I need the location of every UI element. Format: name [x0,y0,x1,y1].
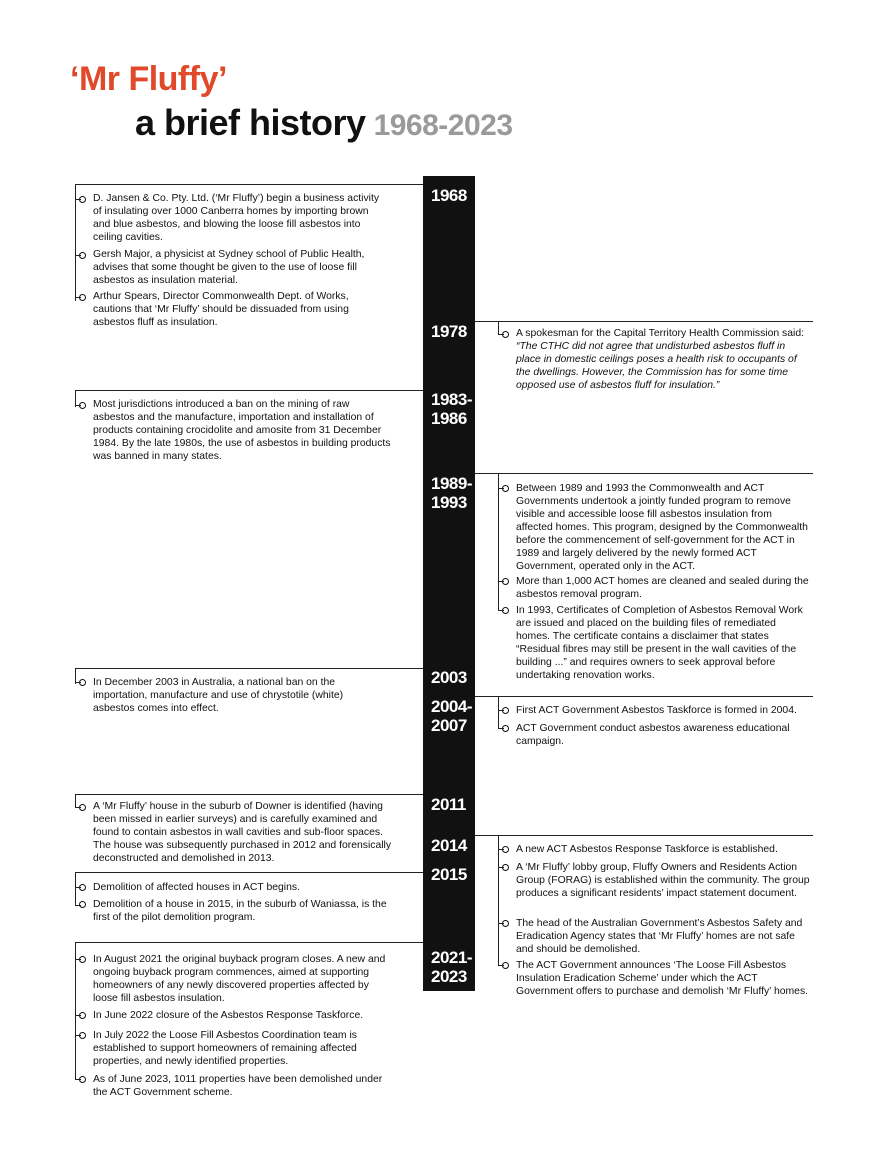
entry-text: The head of the Australian Government’s Asbestos Safety and Eradication Agency states that ‘Mr Fluffy’ homes are not safe and should be demolished. [516,918,803,955]
tick [498,488,504,489]
left-entry-1968-2 [93,248,383,287]
connector-2011 [75,794,423,795]
tick [75,1015,81,1016]
tick [75,199,81,200]
left-entry-2011 [93,800,393,865]
right-entry-2014-1 [516,843,811,856]
left-entry-2021-2 [93,1009,393,1022]
tick [75,887,81,888]
left-entry-2021-3 [93,1029,393,1068]
entry-text: Gersh Major, a physicist at Sydney school of Public Health, advises that some thought be given to the use of loose fill asbestos as insulation material. [93,249,365,286]
year-label-2011: 2011 [431,795,466,814]
tick [75,807,81,808]
entry-text: D. Jansen & Co. Pty. Ltd. (‘Mr Fluffy’) begin a business activity of insulating over 1000 Canberra homes by importing brown and blue asbestos, and blowing the loose fill asbestos into ceiling cavities. [93,193,380,243]
entry-text: A ‘Mr Fluffy’ lobby group, Fluffy Owners and Residents Action Group (FORAG) is established within the community. The group produces a significant residents’ impact statement document. [516,862,810,899]
left-entry-2021-4 [93,1073,393,1099]
right-entry-1989-3 [516,604,811,682]
connector-2004 [475,696,813,697]
tick [75,905,81,906]
year-label-1978: 1978 [431,322,467,341]
entry-text: Most jurisdictions introduced a ban on the mining of raw asbestos and the manufacture, importation and installation of products containing crocidolite and amosite from 31 December 1984. By the late 1980s, the use of asbestos in building products was banned in many states. [93,399,391,462]
bracket-2011 [75,794,76,808]
tick [75,959,81,960]
entry-text: In June 2022 closure of the Asbestos Response Taskforce. [93,1010,364,1021]
entry-text: Demolition of affected houses in ACT begins. [93,882,300,893]
year-label-2021-2023: 2021- 2023 [431,948,472,986]
right-entry-2015-2 [516,959,811,998]
year-label-2004-2007: 2004- 2007 [431,697,472,735]
left-entry-2015-1 [93,881,393,894]
tick [498,334,504,335]
tick [75,297,81,298]
right-entry-2015-1 [516,917,811,956]
tick [498,923,504,924]
right-entry-1989-2 [516,575,811,601]
tick [498,610,504,611]
tick [75,405,81,406]
connector-2003 [75,668,423,669]
connector-1983 [75,390,423,391]
entry-text: First ACT Government Asbestos Taskforce is formed in 2004. [516,705,797,716]
bracket-2004 [498,696,499,729]
right-entry-1978-lead [516,327,811,340]
bracket-1978 [498,321,499,334]
page-subtitle [135,102,513,144]
entry-text: ACT Government conduct asbestos awareness educational campaign. [516,723,790,747]
right-entry-1989-1 [516,482,811,573]
entry-text: Between 1989 and 1993 the Commonwealth and ACT Governments undertook a jointly funded program to remove visible and accessible loose fill asbestos insulation from affected homes. This program, designed by the Commonwealth before the commencement of self-government for the ACT in 1989 and largely delivered by the newly formed ACT Government, operated only in the ACT. [516,483,808,572]
connector-1989 [475,473,813,474]
year-label-2015: 2015 [431,865,467,884]
tick [75,255,81,256]
entry-text: In December 2003 in Australia, a national ban on the importation, manufacture and use of chrystotile (white) asbestos comes into effect. [93,677,344,714]
tick [498,728,504,729]
entry-text: Demolition of a house in 2015, in the suburb of Waniassa, is the first of the pilot demolition program. [93,899,387,923]
entry-text: A new ACT Asbestos Response Taskforce is established. [516,844,778,855]
tick [75,682,81,683]
tick [498,867,504,868]
date-range: 1968-2023 [373,109,513,142]
bracket-1968 [75,184,76,301]
connector-2015 [75,872,423,873]
year-label-1989-1993: 1989- 1993 [431,474,472,512]
tick [75,1079,81,1080]
entry-text: The ACT Government announces ‘The Loose Fill Asbestos Insulation Eradication Scheme’ under which the ACT Government offers to purchase and demolish ‘Mr Fluffy’ homes. [516,960,809,997]
tick [498,965,504,966]
connector-2014 [475,835,813,836]
right-entry-2004-2 [516,722,811,748]
left-entry-1983 [93,398,393,463]
bracket-2014 [498,835,499,965]
connector-1968 [75,184,423,185]
tick [75,1035,81,1036]
left-entry-1968-1 [93,192,383,244]
entry-text: Arthur Spears, Director Commonwealth Dept. of Works, cautions that ‘Mr Fluffy’ should be dissuaded from using asbestos fluff as insulation. [93,291,349,328]
bracket-1989 [498,473,499,610]
left-entry-2021-1 [93,953,393,1005]
tick [498,849,504,850]
year-label-1983-1986: 1983- 1986 [431,390,472,428]
subtitle-text: a brief history [135,102,366,143]
connector-1978 [475,321,813,322]
entry-text: In July 2022 the Loose Fill Asbestos Coordination team is established to support homeowners of remaining affected properties, and newly identified properties. [93,1030,357,1067]
right-entry-2014-2 [516,861,811,900]
entry-text: “The CTHC did not agree that undisturbed asbestos fluff in place in domestic ceilings poses a health risk to occupants of the dwellings. However, the Commission has for some time opposed use of asbestos fluff for insulation.” [516,341,797,391]
bracket-2015 [75,872,76,906]
tick [498,710,504,711]
entry-text: A spokesman for the Capital Territory Health Commission said: [516,328,804,339]
right-entry-2004-1 [516,704,811,717]
entry-text: A ‘Mr Fluffy’ house in the suburb of Downer is identified (having been missed in earlier surveys) and is carefully examined and found to contain asbestos in wall cavities and sub-floor spaces. The house was subsequently purchased in 2012 and forensically deconstructed and demolished in 2013. [93,801,392,864]
entry-text: As of June 2023, 1011 properties have been demolished under the ACT Government scheme. [93,1074,383,1098]
year-label-1968: 1968 [431,186,467,205]
left-entry-1968-3 [93,290,383,329]
year-label-2014: 2014 [431,836,467,855]
left-entry-2003 [93,676,383,715]
bracket-2021 [75,942,76,1080]
tick [498,581,504,582]
year-label-2003: 2003 [431,668,467,687]
right-entry-1978-quote [516,340,811,392]
entry-text: In August 2021 the original buyback program closes. A new and ongoing buyback program commences, aimed at supporting homeowners of any newly discovered properties affected by loose fill asbestos insulation. [93,954,386,1004]
left-entry-2015-2 [93,898,393,924]
page-title: ‘Mr Fluffy’ [70,60,227,98]
entry-text: More than 1,000 ACT homes are cleaned and sealed during the asbestos removal program. [516,576,809,600]
entry-text: In 1993, Certificates of Completion of Asbestos Removal Work are issued and placed on the building files of remediated homes. The certificate contains a disclaimer that states “Residual fibres may still be present in the wall cavities of the building ...” and requires owners to seek approval before undertaking renovation works. [516,605,803,681]
connector-2021 [75,942,423,943]
